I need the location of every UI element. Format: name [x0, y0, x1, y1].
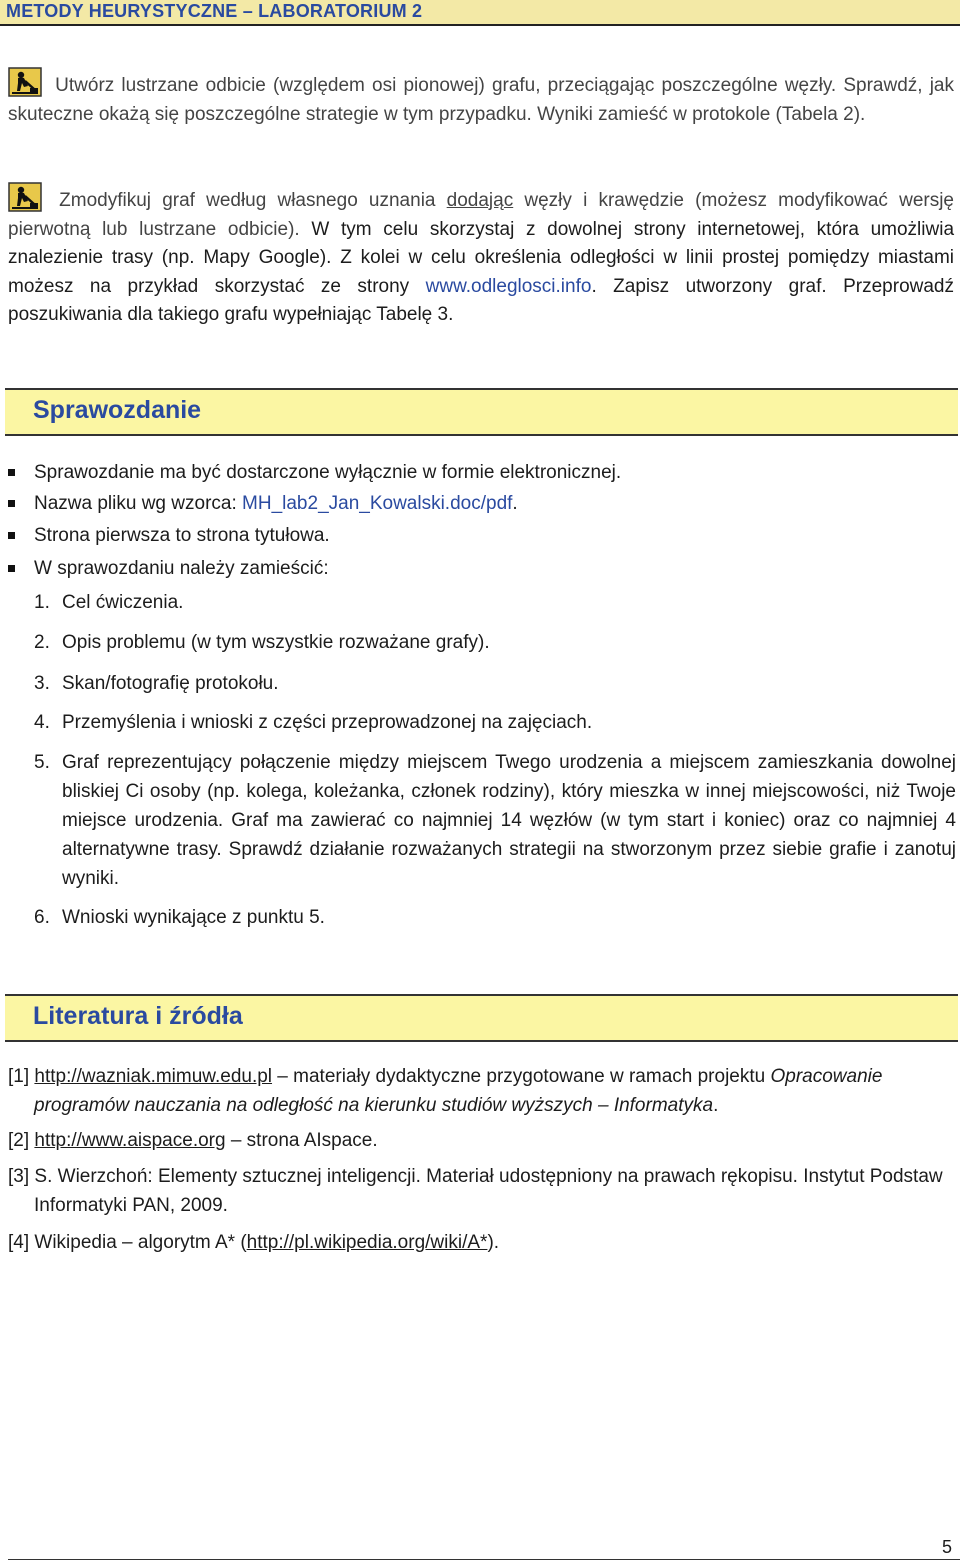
- item-text: Opis problemu (w tym wszystkie rozważane grafy).: [62, 632, 490, 653]
- page-number: 5: [941, 1537, 952, 1557]
- bullet-square-icon: [8, 565, 15, 572]
- numbered-item: [34, 903, 956, 932]
- bullet-square-icon: [8, 500, 15, 507]
- bullet-text: Sprawozdanie ma być dostarczone wyłącznie w formie elektronicznej.: [34, 462, 622, 483]
- filename-pattern: MH_lab2_Jan_Kowalski.doc/pdf: [242, 493, 513, 514]
- ref-link[interactable]: http://www.aispace.org: [34, 1130, 226, 1151]
- task-2-text-e: . Zapisz utworzony graf. Przeprowadź poszukiwania dla takiego grafu wypełniając Tabelę 3.: [8, 275, 954, 326]
- task-2-text-c: węzły i krawędzie (możesz modyfikować wersję pierwotną lub lustrzane odbicie).: [8, 190, 955, 240]
- item-number: 1.: [34, 592, 50, 613]
- task-1-text: Utwórz lustrzane odbicie (względem osi pionowej) grafu, przeciągając poszczególne węzły. Sprawdź, jak skuteczne okażą się poszczególne strategie w tym przypadku. Wyniki zamieść w protokole (Tabela 2).: [8, 75, 955, 125]
- section-header-references: [5, 994, 958, 1042]
- item-text: Skan/fotografię protokołu.: [62, 673, 279, 694]
- section-header-report: [5, 388, 958, 436]
- ref-italic: Informatyka: [613, 1095, 714, 1116]
- item-text: Graf reprezentujący połączenie między miejscem Twego urodzenia a miejscem zamieszkania dowolnej bliskiej Ci osoby (np. kolega, koleżanka, członek rodziny), który mieszka w innej miejscowości, niż Twoje miejsce urodzenia. Graf ma zawierać co najmniej 14 węzłów (w tym start i koniec) oraz co najmniej 4 alternatywne trasy. Sprawdź działanie rozważanych strategii na stworzonym przez siebie grafie i zanotuj wyniki.: [62, 752, 956, 889]
- ref-link[interactable]: http://wazniak.mimuw.edu.pl: [34, 1066, 273, 1087]
- ref-label: [1]: [8, 1066, 35, 1087]
- reference-item: [8, 1162, 948, 1220]
- bullet-suffix: .: [512, 493, 518, 514]
- worker-icon: [8, 182, 42, 212]
- numbered-item: [34, 748, 956, 893]
- worker-icon: [8, 67, 42, 97]
- task-2-paragraph: [8, 182, 954, 330]
- task-2-text-underlined: dodając: [446, 190, 514, 211]
- reference-item: [8, 1062, 948, 1120]
- ref-text: [3] S. Wierzchoń: Elementy sztucznej inteligencji. Materiał udostępniony na prawach rękopisu. Instytut Podstaw Informatyki PAN, 2009.: [8, 1166, 943, 1216]
- reference-item: [8, 1228, 948, 1257]
- bullet-text: W sprawozdaniu należy zamieścić:: [34, 558, 329, 579]
- bullet-text: [34, 492, 518, 516]
- bullet-square-icon: [8, 532, 15, 539]
- bullet-prefix: Nazwa pliku wg wzorca:: [34, 493, 243, 514]
- item-number: 5.: [34, 752, 50, 773]
- section-title-references: Literatura i źródła: [33, 1002, 243, 1030]
- item-number: 6.: [34, 907, 50, 928]
- numbered-item: [34, 708, 956, 737]
- numbered-item: [34, 588, 956, 617]
- item-text: Cel ćwiczenia.: [62, 592, 184, 613]
- numbered-item: [34, 628, 956, 657]
- ref-end: .: [713, 1095, 719, 1116]
- item-number: 3.: [34, 673, 50, 694]
- page-header: [0, 0, 960, 26]
- ref-text: – materiały dydaktyczne przygotowane w ramach projektu: [272, 1066, 771, 1087]
- odleglosci-link[interactable]: www.odleglosci.info: [425, 275, 592, 297]
- item-text: Wnioski wynikające z punktu 5.: [62, 907, 325, 928]
- ref-italic-sep: –: [592, 1095, 614, 1116]
- numbered-item: [34, 669, 956, 698]
- ref-end: ).: [487, 1232, 500, 1253]
- header-title: METODY HEURYSTYCZNE – LABORATORIUM 2: [6, 1, 423, 21]
- task-1-paragraph: [8, 67, 954, 129]
- item-number: 4.: [34, 712, 50, 733]
- bullet-square-icon: [8, 469, 15, 476]
- item-text: Przemyślenia i wnioski z części przeprowadzonej na zajęciach.: [62, 712, 593, 733]
- bullet-text: Strona pierwsza to strona tytułowa.: [34, 525, 330, 546]
- ref-end: – strona AIspace.: [225, 1130, 378, 1151]
- ref-label: [4] Wikipedia – algorytm A* (: [8, 1232, 247, 1253]
- task-2-text-a: Zmodyfikuj graf według własnego uznania: [59, 190, 447, 211]
- reference-item: [8, 1126, 948, 1155]
- ref-italic: Opracowanie programów nauczania na odległość na kierunku studiów wyższych: [34, 1066, 883, 1116]
- section-title-report: Sprawozdanie: [33, 396, 202, 424]
- ref-label: [2]: [8, 1130, 35, 1151]
- footer-divider: [8, 1559, 960, 1560]
- ref-link[interactable]: http://pl.wikipedia.org/wiki/A*: [246, 1232, 488, 1253]
- task-2-text-d: W tym celu skorzystaj z dowolnej strony internetowej, która umożliwia znalezienie trasy (np. Mapy Google). Z kolei w celu określenia odległości w linii prostej pomiędzy miastami możesz na przykład skorzystać ze strony: [8, 218, 955, 297]
- item-number: 2.: [34, 632, 50, 653]
